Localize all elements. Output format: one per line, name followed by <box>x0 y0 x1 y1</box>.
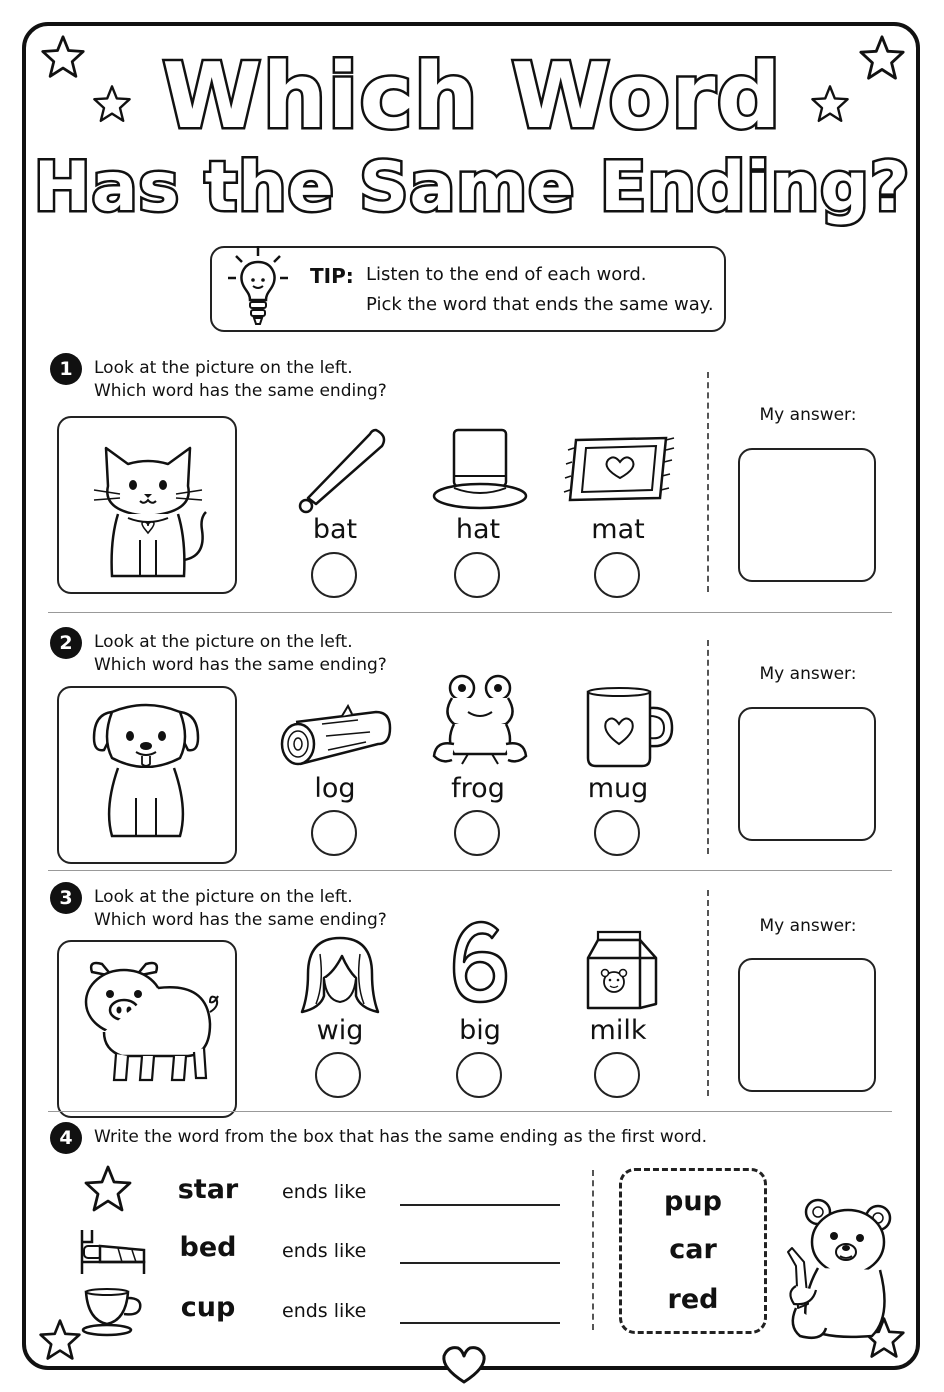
section4-prompt: Write the word from the box that has the same ending as the first word. <box>94 1127 708 1147</box>
answer-circle-bat[interactable] <box>311 552 357 598</box>
question-prompt <box>94 631 387 677</box>
option-word: bat <box>312 514 358 545</box>
bat-icon <box>294 426 390 516</box>
question-number-badge: 2 <box>50 627 82 659</box>
option-word: milk <box>589 1015 647 1046</box>
section-divider <box>48 1111 892 1112</box>
frog-icon <box>432 674 528 768</box>
question-number-badge: 3 <box>50 882 82 914</box>
divider-dashed <box>707 890 709 1096</box>
answer-label: My answer: <box>759 405 857 425</box>
answer-circle-mug[interactable] <box>594 810 640 856</box>
question-prompt <box>94 886 387 932</box>
answer-circle-milk[interactable] <box>594 1052 640 1098</box>
question-prompt <box>94 357 387 403</box>
bed-icon <box>78 1228 148 1276</box>
answer-blank-line[interactable] <box>400 1262 560 1264</box>
star-icon <box>82 1164 134 1214</box>
question-number-badge: 4 <box>50 1122 82 1154</box>
mat-icon <box>562 432 680 504</box>
answer-box[interactable] <box>738 707 876 841</box>
option-word: hat <box>455 514 501 545</box>
mug-icon <box>580 686 676 770</box>
prompt-line: Look at the picture on the left. <box>94 887 353 907</box>
hat-icon <box>430 426 530 512</box>
cat-icon <box>88 430 208 580</box>
answer-circle-big[interactable] <box>456 1052 502 1098</box>
row-word: star <box>177 1174 239 1205</box>
prompt-line: Which word has the same ending? <box>94 655 387 675</box>
page-title-line1: Which Word <box>162 44 782 149</box>
row-word: bed <box>179 1232 237 1263</box>
divider-dashed <box>707 372 709 592</box>
tip-line2: Pick the word that ends the same way. <box>366 294 714 315</box>
pig-icon <box>78 958 220 1084</box>
answer-label: My answer: <box>759 916 857 936</box>
heart-icon <box>440 1344 488 1386</box>
prompt-line: Which word has the same ending? <box>94 910 387 930</box>
prompt-line: Which word has the same ending? <box>94 381 387 401</box>
section-divider <box>48 612 892 613</box>
answer-label: My answer: <box>759 664 857 684</box>
answer-circle-frog[interactable] <box>454 810 500 856</box>
lightbulb-icon <box>226 244 290 328</box>
answer-box[interactable] <box>738 958 876 1092</box>
question-number-badge: 1 <box>50 353 82 385</box>
answer-box[interactable] <box>738 448 876 582</box>
answer-circle-hat[interactable] <box>454 552 500 598</box>
milk-carton-icon <box>584 930 660 1010</box>
answer-circle-wig[interactable] <box>315 1052 361 1098</box>
wig-icon <box>300 934 380 1016</box>
page-title-line2: Has the Same Ending? <box>33 148 911 227</box>
ends-like-label: ends like <box>282 1240 367 1262</box>
tip-label: TIP: <box>310 264 354 288</box>
dog-icon <box>90 698 202 842</box>
ends-like-label: ends like <box>282 1181 367 1203</box>
tip-line1: Listen to the end of each word. <box>366 264 647 285</box>
star-icon <box>38 1318 82 1362</box>
word-bank-item: red <box>667 1284 719 1315</box>
cup-icon <box>80 1286 146 1338</box>
option-word: big <box>459 1015 501 1046</box>
divider-dashed <box>707 640 709 854</box>
prompt-line: Look at the picture on the left. <box>94 358 353 378</box>
bear-icon <box>782 1196 898 1342</box>
log-icon <box>278 706 392 768</box>
divider-dashed <box>592 1170 594 1330</box>
option-word: log <box>314 773 356 804</box>
number-six-icon <box>448 916 514 1008</box>
word-bank-item: pup <box>664 1186 722 1217</box>
option-word: frog <box>451 773 505 804</box>
word-bank-item: car <box>669 1234 717 1265</box>
ends-like-label: ends like <box>282 1300 367 1322</box>
answer-circle-mat[interactable] <box>594 552 640 598</box>
option-word: mat <box>591 514 645 545</box>
section-divider <box>48 870 892 871</box>
option-word: mug <box>587 773 649 804</box>
prompt-line: Look at the picture on the left. <box>94 632 353 652</box>
answer-blank-line[interactable] <box>400 1322 560 1324</box>
answer-circle-log[interactable] <box>311 810 357 856</box>
answer-blank-line[interactable] <box>400 1204 560 1206</box>
option-word: wig <box>316 1015 364 1046</box>
row-word: cup <box>180 1292 236 1323</box>
